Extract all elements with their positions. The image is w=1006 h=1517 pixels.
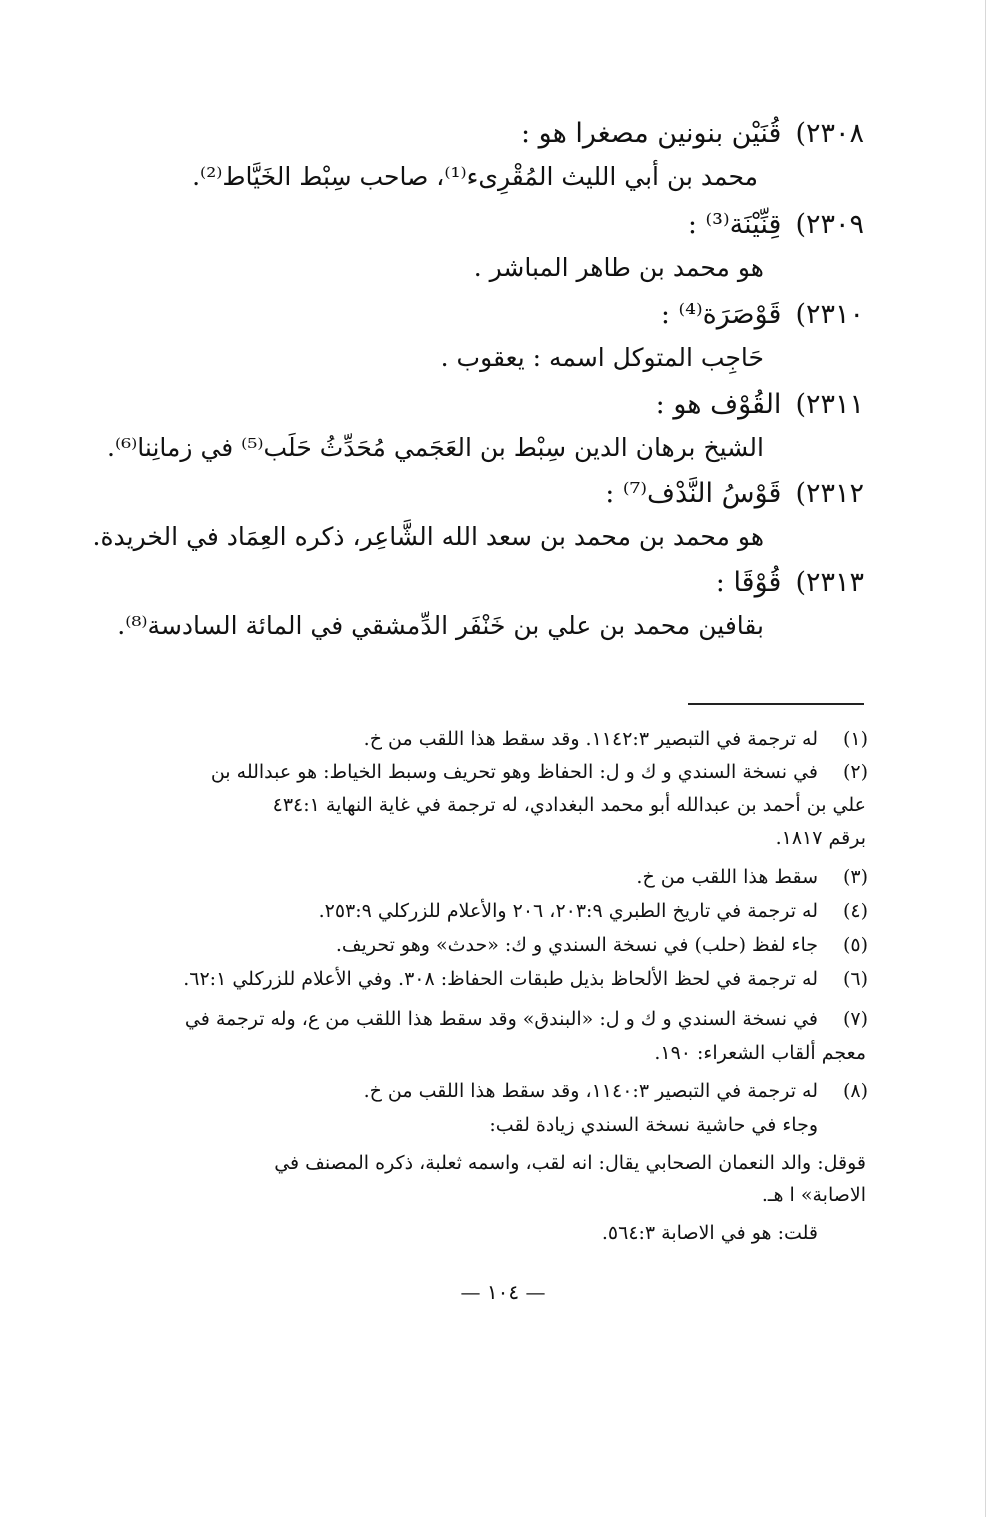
footnote bbox=[140, 896, 866, 926]
entry-number: ٢٣١٣) bbox=[795, 567, 864, 598]
page-number: — ١٠٤ — bbox=[460, 1280, 546, 1304]
footnote-text: له ترجمة في تاريخ الطبري ٢٠٣:٩، ٢٠٦ والأعلام للزركلي ٢٥٣:٩. bbox=[318, 900, 818, 922]
footnote-continuation: وجاء في حاشية نسخة السندي زيادة لقب: bbox=[489, 1114, 818, 1136]
footnote-mark: (٨) bbox=[842, 1080, 868, 1102]
entry-number: ٢٣١٢) bbox=[795, 478, 864, 509]
footnote bbox=[140, 757, 866, 787]
entry-body: هو محمد بن محمد بن سعد الله الشَّاعِر، ذكره العِمَاد في الخريدة. bbox=[92, 522, 764, 551]
entry-title: قُوْقَا : bbox=[715, 567, 782, 598]
footnote-text: له ترجمة في التبصير ١١٤٢:٣. وقد سقط هذا اللقب من خ. bbox=[363, 728, 818, 750]
footnote-continuation: الاصابة» ا هـ. bbox=[761, 1184, 866, 1206]
footnote-mark: (٤) bbox=[842, 900, 868, 922]
footnote-text: له ترجمة في التبصير ١١٤٠:٣، وقد سقط هذا اللقب من خ. bbox=[363, 1080, 818, 1102]
entry-heading bbox=[120, 295, 864, 335]
entry-title: قَوْصَرَة⁽⁴⁾ : bbox=[660, 299, 782, 330]
footnote-mark: (٣) bbox=[842, 866, 868, 888]
entry-heading bbox=[120, 474, 864, 514]
footnote bbox=[140, 724, 866, 754]
entry-number: ٢٣١٠) bbox=[795, 299, 864, 330]
entry-number: ٢٣٠٨) bbox=[795, 118, 864, 149]
footnote-continuation: معجم ألقاب الشعراء: ١٩٠. bbox=[654, 1042, 866, 1064]
entry-body: حَاجِب المتوكل اسمه : يعقوب . bbox=[440, 343, 764, 372]
entry-body: هو محمد بن طاهر المباشر . bbox=[473, 253, 764, 282]
entry-heading bbox=[120, 114, 864, 154]
footnote bbox=[140, 930, 866, 960]
footnote-text: في نسخة السندي و ك و ل: الحفاظ وهو تحريف وسبط الخياط: هو عبدالله بن bbox=[210, 761, 818, 783]
footnote-continuation: برقم ١٨١٧. bbox=[775, 827, 866, 849]
footnote-continuation: قوقل: والد النعمان الصحابي يقال: انه لقب، واسمه ثعلبة، ذكره المصنف في bbox=[274, 1152, 866, 1174]
footnote-mark: (٢) bbox=[842, 761, 868, 783]
footnote-text: في نسخة السندي و ك و ل: «البندق» وقد سقط هذا اللقب من ع، وله ترجمة في bbox=[184, 1008, 818, 1030]
entry-heading bbox=[120, 385, 864, 425]
footnote bbox=[140, 862, 866, 892]
entry-heading bbox=[120, 563, 864, 603]
footnote-mark: (٦) bbox=[842, 968, 868, 990]
footnote bbox=[140, 964, 866, 994]
footnote-rule bbox=[688, 703, 864, 705]
entry-title: قِنِّيْنَة⁽³⁾ : bbox=[687, 209, 782, 240]
footnote-text: له ترجمة في لحظ الألحاظ بذيل طبقات الحفاظ: ٣٠٨. وفي الأعلام للزركلي ٦٢:١. bbox=[183, 968, 818, 990]
entry-heading bbox=[120, 205, 864, 245]
entry-title: القُوْف هو : bbox=[655, 389, 782, 420]
footnote-text: جاء لفظ (حلب) في نسخة السندي و ك: «حدث» وهو تحريف. bbox=[335, 934, 818, 956]
entry-title: قَوْسُ النَّدْف⁽⁷⁾ : bbox=[605, 478, 782, 509]
entry-body: الشيخ برهان الدين سِبْط بن العَجَمي مُحَدِّثُ حَلَب⁽⁵⁾ في زمانِنا⁽⁶⁾. bbox=[107, 433, 764, 462]
footnote-continuation: قلت: هو في الاصابة ٥٦٤:٣. bbox=[601, 1222, 818, 1244]
entry-body: بقافين محمد بن علي بن خَنْفَر الدِّمشقي في المائة السادسة⁽⁸⁾. bbox=[117, 611, 764, 640]
footnote-continuation: علي بن أحمد بن عبدالله أبو محمد البغدادي، له ترجمة في غاية النهاية ٤٣٤:١ bbox=[272, 794, 866, 816]
entry-title: قُنَيْن بنونين مصغرا هو : bbox=[520, 118, 782, 149]
footnote-mark: (١) bbox=[842, 728, 868, 750]
footnote-mark: (٧) bbox=[842, 1008, 868, 1030]
entry-number: ٢٣١١) bbox=[795, 389, 864, 420]
footnote bbox=[140, 1004, 866, 1034]
footnote-text: سقط هذا اللقب من خ. bbox=[636, 866, 818, 888]
footnote-mark: (٥) bbox=[842, 934, 868, 956]
entry-body: محمد بن أبي الليث المُقْرِىء⁽¹⁾، صاحب سِبْط الخَيَّاط⁽²⁾. bbox=[192, 162, 758, 191]
entry-number: ٢٣٠٩) bbox=[795, 209, 864, 240]
footnote bbox=[140, 1076, 866, 1106]
